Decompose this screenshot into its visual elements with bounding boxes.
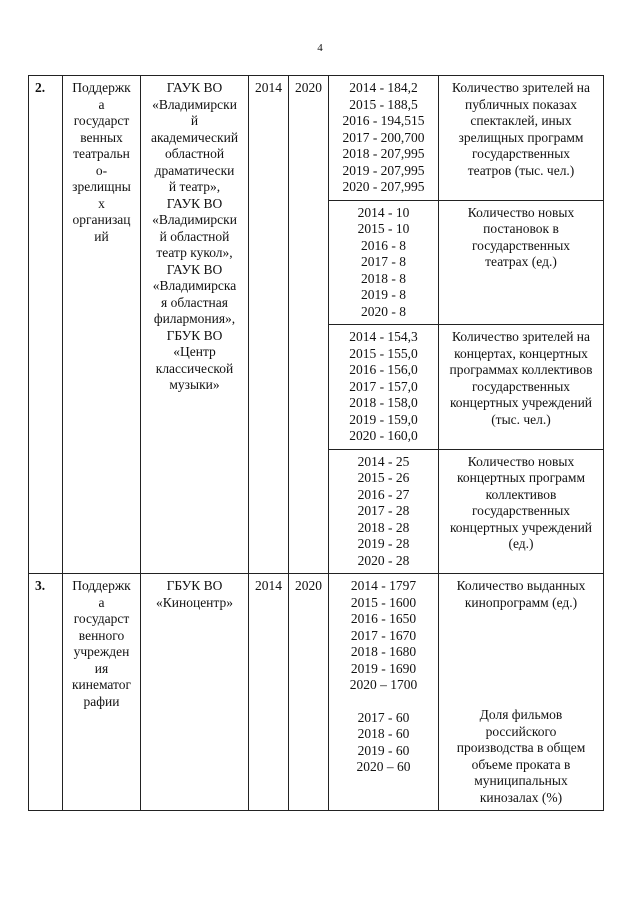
indicator-label: Количество выданных кинопрограмм (ед.) Доля фильмов российского производства в общем объеме проката в муниципальных кинозалах (%) bbox=[439, 574, 604, 811]
indicator-values: 2014 - 1797 2015 - 1600 2016 - 1650 2017 - 1670 2018 - 1680 2019 - 1690 2020 – 1700 2017 - 60 2018 - 60 2019 - 60 2020 – 60 bbox=[329, 574, 439, 811]
event-name: Поддержк а государст венных театральн о- зрелищны х организац ий bbox=[63, 76, 141, 574]
table-row bbox=[29, 574, 604, 811]
indicator-label: Количество зрителей на концертах, концертных программах коллективов государственных концертных учреждений (тыс. чел.) bbox=[439, 325, 604, 450]
event-name: Поддержк а государст венного учрежден ия кинематог рафии bbox=[63, 574, 141, 811]
executor: ГБУК ВО «Киноцентр» bbox=[141, 574, 249, 811]
program-table bbox=[28, 75, 604, 811]
table-row bbox=[29, 76, 604, 201]
end-year: 2020 bbox=[289, 574, 329, 811]
indicator-values: 2014 - 184,2 2015 - 188,5 2016 - 194,515 2017 - 200,700 2018 - 207,995 2019 - 207,995 2020 - 207,995 bbox=[329, 76, 439, 201]
indicator-label: Количество новых постановок в государственных театрах (ед.) bbox=[439, 200, 604, 325]
indicator-label: Количество новых концертных программ коллективов государственных концертных учреждений (ед.) bbox=[439, 449, 604, 574]
indicator-values: 2014 - 10 2015 - 10 2016 - 8 2017 - 8 2018 - 8 2019 - 8 2020 - 8 bbox=[329, 200, 439, 325]
row-number: 3. bbox=[29, 574, 63, 811]
executor: ГАУК ВО «Владимирски й академический областной драматически й театр», ГАУК ВО «Владимирски й областной театр кукол», ГАУК ВО «Владимирска я областная филармония», ГБУК ВО «Центр классической музыки» bbox=[141, 76, 249, 574]
page-number: 4 bbox=[317, 42, 323, 54]
start-year: 2014 bbox=[249, 76, 289, 574]
indicator-values: 2014 - 154,3 2015 - 155,0 2016 - 156,0 2017 - 157,0 2018 - 158,0 2019 - 159,0 2020 - 160,0 bbox=[329, 325, 439, 450]
indicator-label: Количество зрителей на публичных показах спектаклей, иных зрелищных программ государственных театров (тыс. чел.) bbox=[439, 76, 604, 201]
indicator-values: 2014 - 25 2015 - 26 2016 - 27 2017 - 28 2018 - 28 2019 - 28 2020 - 28 bbox=[329, 449, 439, 574]
start-year: 2014 bbox=[249, 574, 289, 811]
row-number: 2. bbox=[29, 76, 63, 574]
end-year: 2020 bbox=[289, 76, 329, 574]
